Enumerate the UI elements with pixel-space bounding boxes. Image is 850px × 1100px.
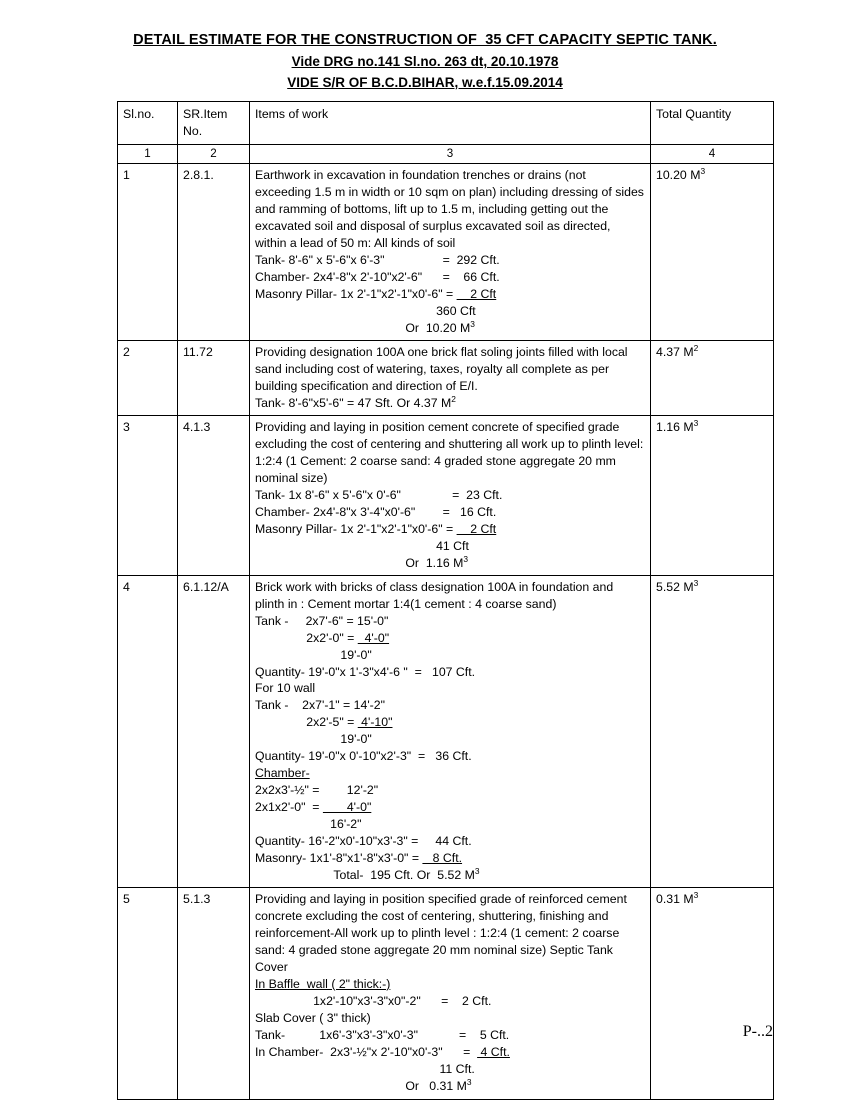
- calc-line: [255, 799, 645, 816]
- calc-line: 19'-0": [255, 732, 372, 747]
- header-cell-slno: Sl.no.: [118, 102, 178, 145]
- quantity-value: 4.37 M: [656, 345, 694, 360]
- calc-line-subheading: [255, 976, 645, 993]
- calc-line: [255, 395, 645, 412]
- calc-line: Quantity- 19'-0"x 1'-3"x4'-6 " = 107 Cft.: [255, 664, 476, 679]
- calc-line: [255, 714, 645, 731]
- calc-text: In Chamber- 2x3'-½"x 2'-10"x0'-3" =: [255, 1044, 478, 1059]
- cell-slno: 2: [118, 341, 178, 416]
- estimate-table: [117, 101, 774, 1100]
- header-cell-total-quantity: Total Quantity: [651, 102, 774, 145]
- calc-text: Masonry- 1x1'-8"x1'-8"x3'-0" =: [255, 851, 423, 866]
- unit-superscript: 3: [474, 866, 480, 877]
- table-row: [118, 415, 774, 575]
- calc-underlined-total: 2 Cft: [456, 521, 497, 536]
- calc-line: [255, 1078, 645, 1095]
- unit-superscript: 3: [700, 165, 706, 176]
- calc-text: Masonry Pillar- 1x 2'-1"x2'-1"x0'-6" =: [255, 521, 457, 536]
- unit-superscript: 3: [466, 1076, 472, 1087]
- quantity-value: 10.20 M: [656, 168, 701, 183]
- item-description: Providing designation 100A one brick flat soling joints filled with local sand including cost of watering, taxes, royalty all complete as per building specification and direction of E/I.: [255, 345, 628, 393]
- cell-sritemno: 4.1.3: [178, 415, 250, 575]
- table-row: [118, 341, 774, 416]
- header-sritemno-line1: SR.Item: [183, 107, 228, 122]
- item-description: Providing and laying in position specified grade of reinforced cement concrete excluding the cost of centering, shuttering, finishing and reinforcement-All work up to plinth level : 1:2:4 (1 cement: 2 coarse sand: 4 graded stone aggregate 20 mm nominal size) Septic Tank Cover: [255, 892, 627, 974]
- calc-line: [255, 555, 645, 572]
- calc-text: 2x2'-5" =: [255, 715, 358, 730]
- calc-underlined-total: 4'-10": [357, 715, 393, 730]
- quantity-value: 0.31 M: [656, 892, 694, 907]
- page-title: DETAIL ESTIMATE FOR THE CONSTRUCTION OF 35 CFT CAPACITY SEPTIC TANK.: [133, 32, 717, 48]
- calc-line: 360 Cft: [255, 303, 476, 318]
- table-row: [118, 888, 774, 1100]
- cell-sritemno: 2.8.1.: [178, 164, 250, 341]
- calc-line: [255, 286, 645, 303]
- header-cell-items-of-work: Items of work: [250, 102, 651, 145]
- cell-total-quantity: [651, 164, 774, 341]
- calc-line-total: [255, 867, 645, 884]
- calc-line: Tank- 8'-6" x 5'-6"x 6'-3" = 292 Cft.: [255, 252, 500, 267]
- item-description: Providing and laying in position cement concrete of specified grade excluding the cost of centering and shuttering all work up to plinth level: 1:2:4 (1 Cement: 2 coarse sand: 4 graded stone aggregate 20 mm nominal size): [255, 419, 644, 485]
- doc-subtitle-2: VIDE S/R OF B.C.D.BIHAR, w.e.f.15.09.2014: [287, 74, 563, 90]
- calc-line: 41 Cft: [255, 538, 469, 553]
- cell-sritemno: 11.72: [178, 341, 250, 416]
- doc-subtitle-row-1: [0, 51, 850, 72]
- unit-superscript: 3: [463, 553, 469, 564]
- calc-line: 11 Cft.: [255, 1061, 475, 1076]
- calc-text: Or 10.20 M: [255, 320, 471, 335]
- unit-superscript: 3: [693, 890, 699, 900]
- item-description: Brick work with bricks of class designation 100A in foundation and plinth in : Cement mortar 1:4(1 cement : 4 coarse sand): [255, 579, 614, 611]
- colnum-2: 2: [178, 145, 250, 164]
- calc-text: Or 0.31 M: [255, 1078, 467, 1093]
- calc-line: 2x2x3'-½" = 12'-2": [255, 783, 379, 798]
- calc-line: For 10 wall: [255, 681, 316, 696]
- cell-slno: 4: [118, 575, 178, 887]
- calc-line: 16'-2": [255, 817, 362, 832]
- calc-line: [255, 630, 645, 647]
- unit-superscript: 3: [693, 577, 699, 588]
- calc-text: 2x1x2'-0" =: [255, 800, 323, 815]
- calc-line: Tank- 1x6'-3"x3'-3"x0'-3" = 5 Cft.: [255, 1027, 510, 1042]
- calc-line: Tank - 2x7'-6" = 15'-0": [255, 613, 389, 628]
- calc-underlined-total: 4'-0": [322, 800, 372, 815]
- doc-subtitle-1: Vide DRG no.141 Sl.no. 263 dt, 20.10.1978: [291, 54, 559, 70]
- calc-line: Chamber- 2x4'-8"x 3'-4"x0'-6" = 16 Cft.: [255, 504, 497, 519]
- calc-underlined-total: 4'-0": [357, 630, 390, 645]
- item-description: Earthwork in excavation in foundation trenches or drains (not exceeding 1.5 m in width or 10 sqm on plan) including dressing of sides and ramming of bottoms, lift up to 1.5 m, including getting out the excavated soil and disposal of surplus excavated soil as directed, within a lead of 50 m: All kinds of soil: [255, 168, 644, 250]
- unit-superscript: 3: [693, 417, 699, 428]
- cell-items-of-work: [250, 888, 651, 1100]
- calc-line: 1x2'-10"x3'-3"x0"-2" = 2 Cft.: [255, 993, 492, 1008]
- calc-line: [255, 521, 645, 538]
- cell-items-of-work: [250, 164, 651, 341]
- quantity-value: 5.52 M: [656, 579, 694, 594]
- table-row: [118, 575, 774, 887]
- calc-line: Quantity- 19'-0"x 0'-10"x2'-3" = 36 Cft.: [255, 749, 472, 764]
- calc-line-subheading: [255, 765, 645, 782]
- calc-text: Masonry Pillar- 1x 2'-1"x2'-1"x0'-6" =: [255, 286, 457, 301]
- page-number-footer: P-..2: [742, 1023, 773, 1040]
- cell-slno: 1: [118, 164, 178, 341]
- cell-total-quantity: [651, 888, 774, 1100]
- unit-superscript: 3: [470, 318, 475, 329]
- cell-slno: 5: [118, 888, 178, 1100]
- colnum-3: 3: [250, 145, 651, 164]
- cell-items-of-work: [250, 341, 651, 416]
- doc-title-row: [0, 30, 850, 51]
- header-sritemno-line2: No.: [183, 124, 203, 139]
- cell-items-of-work: [250, 415, 651, 575]
- calc-underlined-total: 4 Cft.: [477, 1044, 510, 1059]
- cell-total-quantity: [651, 341, 774, 416]
- unit-superscript: 2: [451, 393, 456, 404]
- calc-subheading-chamber: Chamber-: [255, 766, 310, 781]
- calc-line: Quantity- 16'-2"x0'-10"x3'-3" = 44 Cft.: [255, 834, 472, 849]
- calc-line: Chamber- 2x4'-8"x 2'-10"x2'-6" = 66 Cft.: [255, 269, 500, 284]
- header-cell-sritemno: [178, 102, 250, 145]
- calc-line: Tank- 1x 8'-6" x 5'-6"x 0'-6" = 23 Cft.: [255, 487, 503, 502]
- calc-subheading-baffle-wall: In Baffle wall ( 2" thick:-): [255, 976, 391, 991]
- cell-sritemno: 5.1.3: [178, 888, 250, 1100]
- calc-underlined-total: 8 Cft.: [422, 851, 463, 866]
- calc-text: Or 1.16 M: [255, 555, 464, 570]
- table-row: [118, 164, 774, 341]
- cell-slno: 3: [118, 415, 178, 575]
- calc-line: Slab Cover ( 3" thick): [255, 1010, 371, 1025]
- calc-line: Tank - 2x7'-1" = 14'-2": [255, 698, 385, 713]
- unit-superscript: 2: [693, 342, 699, 353]
- calc-underlined-total: 2 Cft: [456, 286, 497, 301]
- calc-text: Total- 195 Cft. Or 5.52 M: [255, 868, 475, 883]
- calc-line: [255, 1044, 645, 1061]
- calc-text: Tank- 8'-6"x5'-6" = 47 Sft. Or 4.37 M: [255, 395, 452, 410]
- calc-line: 19'-0": [255, 647, 372, 662]
- table-header-row: [118, 102, 774, 145]
- doc-subtitle-row-2: [0, 72, 850, 93]
- calc-line: [255, 320, 645, 337]
- cell-sritemno: 6.1.12/A: [178, 575, 250, 887]
- cell-total-quantity: [651, 415, 774, 575]
- calc-text: 2x2'-0" =: [255, 630, 358, 645]
- title-block: [0, 0, 850, 92]
- cell-items-of-work: [250, 575, 651, 887]
- table-column-number-row: [118, 145, 774, 164]
- calc-line: [255, 850, 645, 867]
- quantity-value: 1.16 M: [656, 419, 694, 434]
- colnum-4: 4: [651, 145, 774, 164]
- colnum-1: 1: [118, 145, 178, 164]
- cell-total-quantity: [651, 575, 774, 887]
